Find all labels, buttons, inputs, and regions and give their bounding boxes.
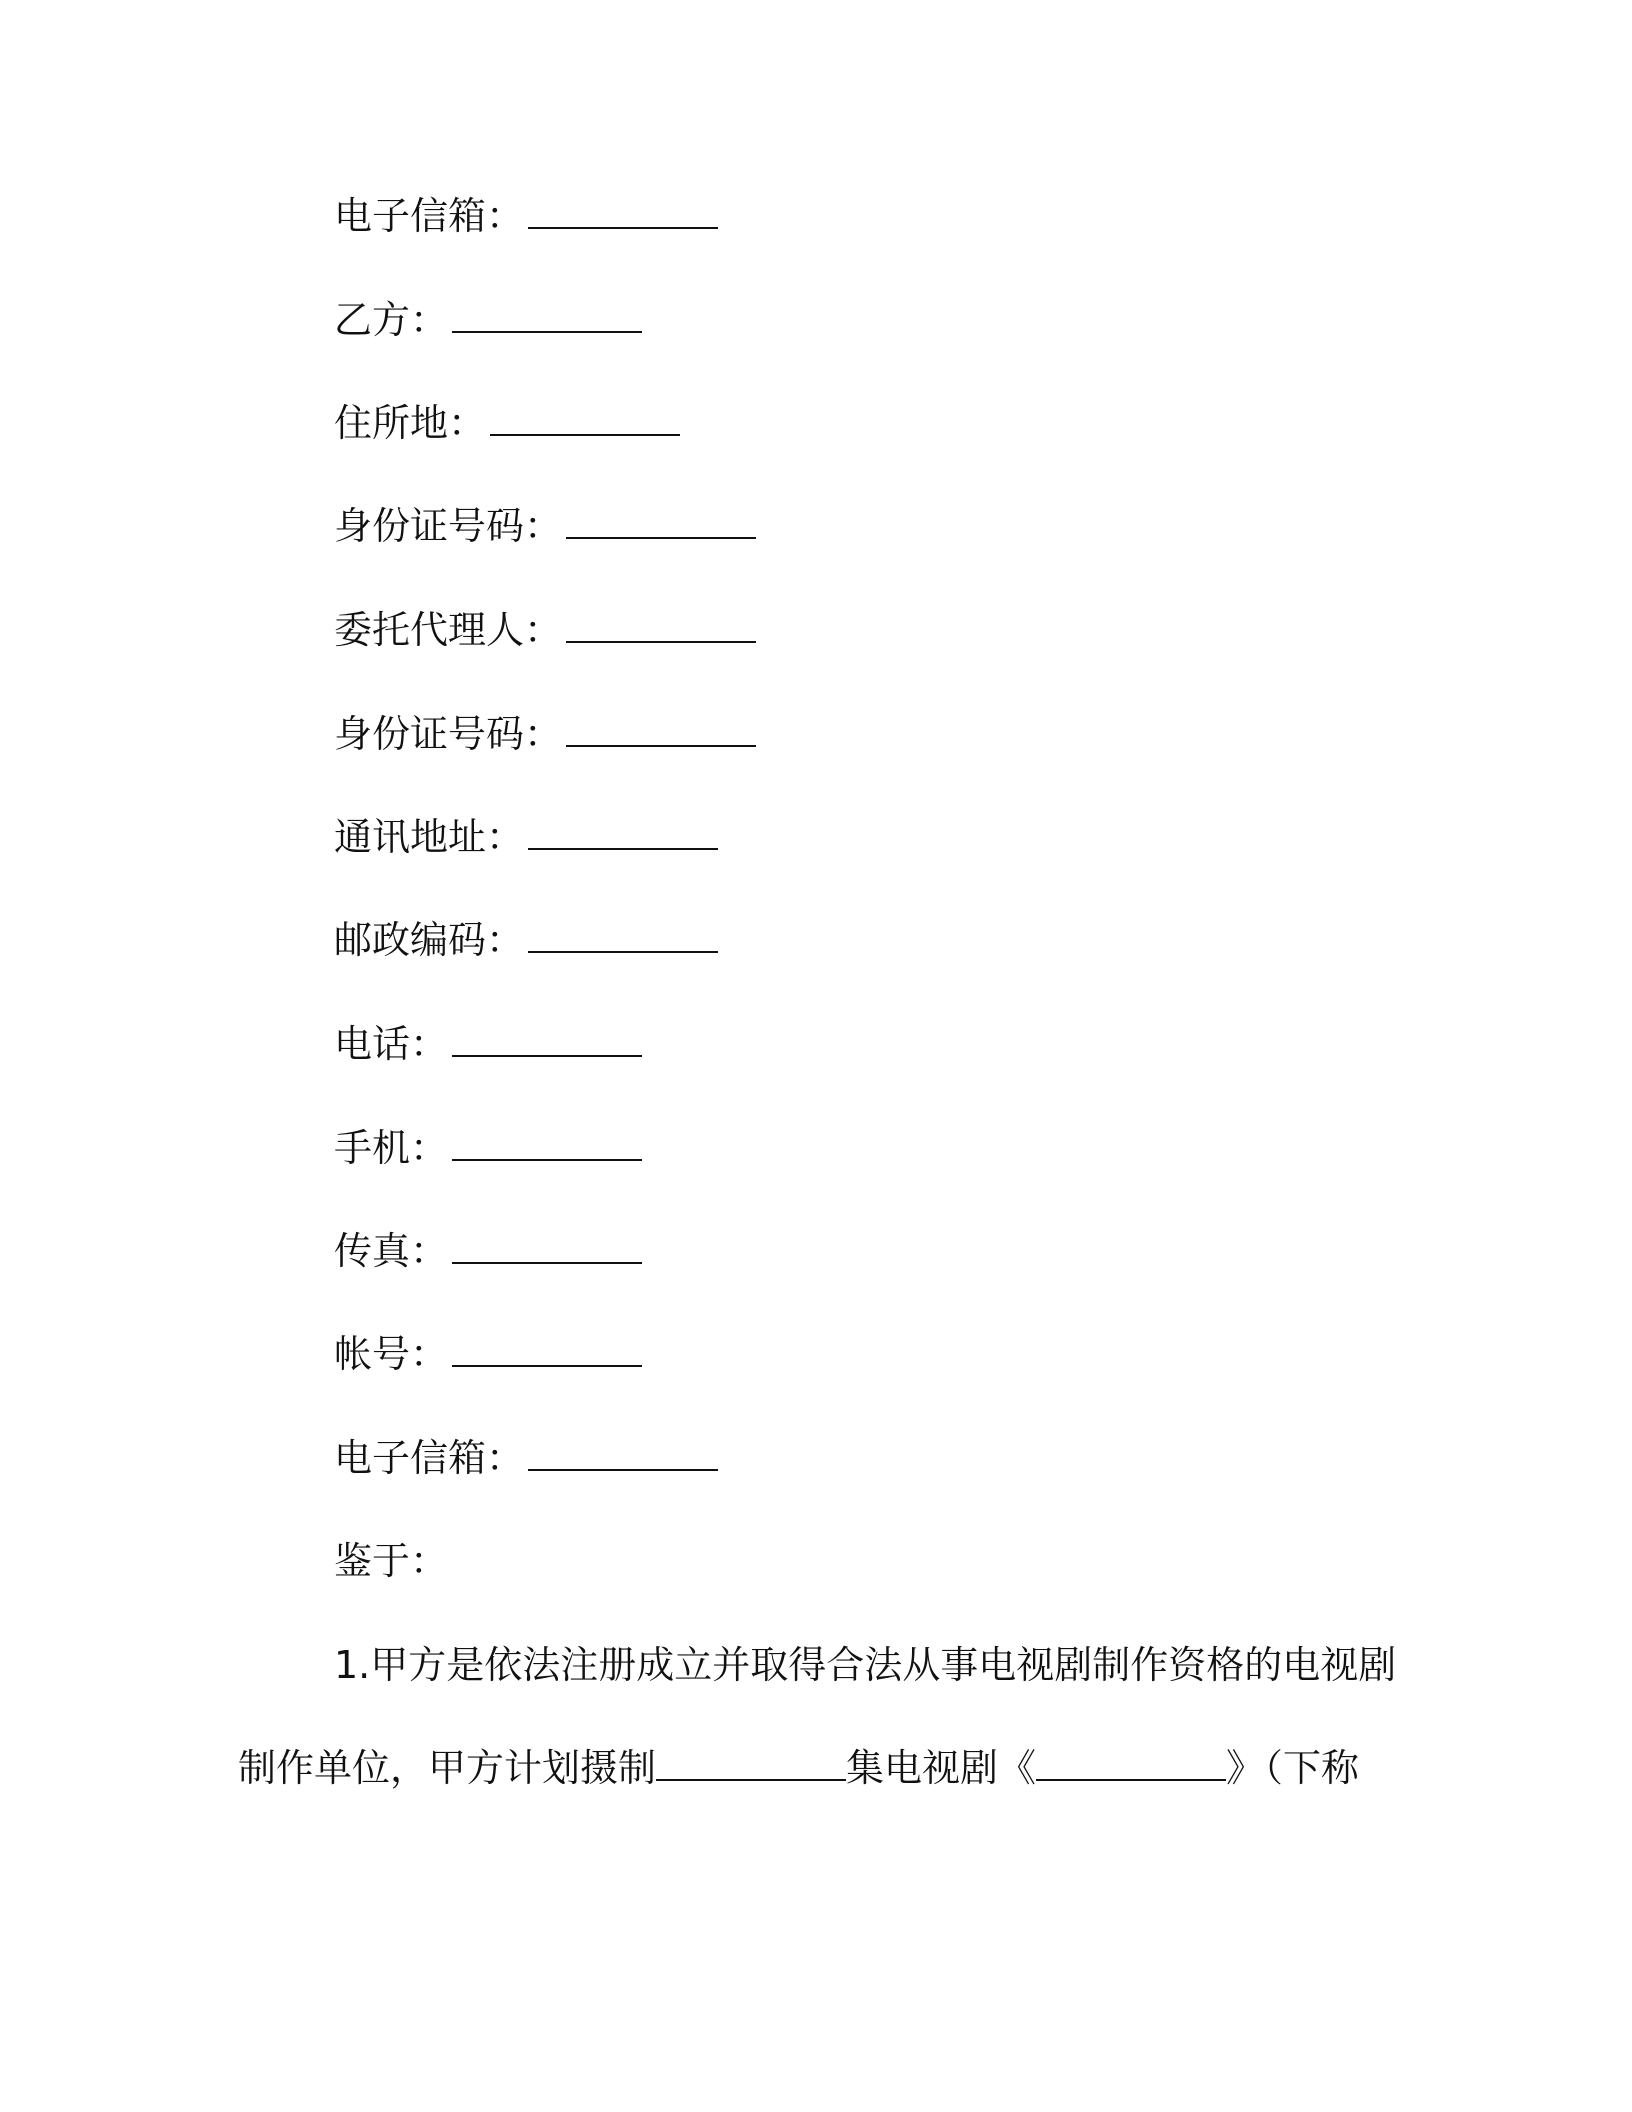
blank-line bbox=[566, 611, 756, 643]
blank-line bbox=[1036, 1749, 1226, 1781]
paragraph-text: 1.甲方是依法注册成立并取得合法从事电视剧制作资格的电视剧 bbox=[334, 1643, 1397, 1687]
field-id-number bbox=[334, 502, 756, 550]
blank-line bbox=[528, 1439, 718, 1471]
field-label: 电子信箱： bbox=[334, 194, 525, 238]
field-postcode bbox=[334, 916, 718, 964]
field-label: 身份证号码： bbox=[334, 504, 563, 548]
field-label: 身份证号码： bbox=[334, 712, 563, 756]
field-mobile bbox=[334, 1124, 642, 1172]
field-address bbox=[334, 813, 718, 861]
field-email-b bbox=[334, 1434, 718, 1482]
whereas-label: 鉴于： bbox=[334, 1539, 449, 1583]
field-account bbox=[334, 1330, 642, 1378]
blank-line bbox=[490, 404, 680, 436]
field-phone bbox=[334, 1020, 642, 1068]
field-label: 乙方： bbox=[334, 298, 449, 342]
blank-line bbox=[566, 715, 756, 747]
blank-line bbox=[452, 1232, 642, 1264]
field-label: 电子信箱： bbox=[334, 1436, 525, 1480]
whereas-heading bbox=[334, 1537, 448, 1585]
blank-line bbox=[452, 301, 642, 333]
blank-line bbox=[452, 1025, 642, 1057]
blank-line bbox=[528, 921, 718, 953]
paragraph-line-1 bbox=[334, 1641, 1396, 1689]
field-agent-id-number bbox=[334, 710, 756, 758]
field-label: 住所地： bbox=[334, 401, 487, 445]
field-label: 委托代理人： bbox=[334, 608, 563, 652]
blank-line bbox=[656, 1749, 846, 1781]
field-residence bbox=[334, 399, 680, 447]
blank-line bbox=[528, 197, 718, 229]
field-agent bbox=[334, 606, 756, 654]
field-label: 邮政编码： bbox=[334, 918, 525, 962]
blank-line bbox=[566, 507, 756, 539]
field-party-b bbox=[334, 296, 642, 344]
blank-line bbox=[528, 818, 718, 850]
blank-line bbox=[452, 1335, 642, 1367]
field-label: 手机： bbox=[334, 1126, 449, 1170]
paragraph-text: 》（下称 bbox=[1226, 1746, 1360, 1790]
paragraph-text: 制作单位，甲方计划摄制 bbox=[238, 1746, 657, 1790]
paragraph-text: 集电视剧《 bbox=[846, 1746, 1037, 1790]
field-label: 通讯地址： bbox=[334, 815, 525, 859]
blank-line bbox=[452, 1129, 642, 1161]
field-email-a bbox=[334, 192, 718, 240]
field-fax bbox=[334, 1227, 642, 1275]
field-label: 传真： bbox=[334, 1229, 449, 1273]
paragraph-line-2 bbox=[238, 1744, 1359, 1792]
field-label: 帐号： bbox=[334, 1332, 449, 1376]
field-label: 电话： bbox=[334, 1022, 449, 1066]
